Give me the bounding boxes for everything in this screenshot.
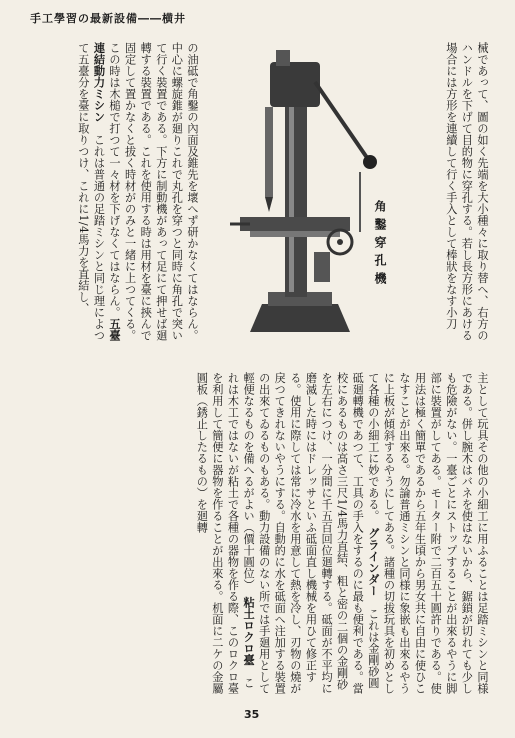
bottom-text <box>30 372 490 697</box>
top-right-text <box>378 42 490 342</box>
sewing-machine-paragraph: これは普通の足踏ミシンと同じ理によつて五臺分を臺に取りつけ、これに1/4馬力を直結し、 <box>76 42 106 341</box>
section-heading-sewing-machine: 五臺連結動力ミシン <box>92 42 122 341</box>
sewing-machine-continued: 主として玩具その他の小細工に用ふることは足踏ミシンと同様である。併し腕木はバネを使はないから、鋸鎖が切れても少しも危險がない。一臺ごとにストップすることが出來るやうに脚部に裝置がしてある。モーター附で二百五十圓許りである。使用法は極く簡單であるから五年生頃から男女共に自由に使ひこなすことが出來る。勿論普通ミシンと同様に象嵌も出來るやうに上板が傾斜するやうにしてある。諸種の切拔玩具を初めとして各種の小細工に妙である。 <box>366 372 489 694</box>
running-header: 手工學習の最新設備――横井 <box>30 12 186 25</box>
page-number: 35 <box>244 708 260 721</box>
top-left-text <box>30 42 200 342</box>
mortiser-illustration <box>210 42 390 342</box>
top-right-paragraph: 械であって、圖の如く先端を大小種々に取り替へ、右方のハンドルを下げて目的物に穿孔する。若し長方形にあける場合には方形を連續して行く手入として棒狀をなす小刀 <box>444 42 489 341</box>
potters-wheel-paragraph: これは木工ではないが粘土で各種の器物を作る際、このロクロ臺を利用して簡便に器物を作ることが出來る。机面に二ケの金屬圓板（銹止したるもの）を廻轉 <box>195 372 256 694</box>
mortiser-paragraph: の油砥で角鑿の內面及錐先を壞へず研かなくてはならん。中心に螺旋錐が廻りこれで丸孔を穿つと同時に角孔で突いて行く裝置である。下方に制動機があって足にて押せば廻轉する裝置である。これを使用する時は用材を臺に挾んで固定して置かなくと拔く時材がのみと一緒に上つてくる。この時は木槌で打つて一々材を下げなくてはならん。 <box>108 42 199 341</box>
grinder-paragraph: これは金剛砂圓砥廻轉機であつて、工具の手入をするのに最も便利である。當校にあるものは高さ三尺1/4馬力直結、粗と密の二個の金剛砂を左右につけ、一分間に千五百回位廻轉する。砥面が不平均に磨滅した時にはドレッサといふ砥面直し機械を用ひて修正する。使用に際しては常に冷水を用意して熱を冷し、刃物の燒が戾つてきれないやうにする。自動的に水を砥面へ注加する裝置の出來てゐるものもある。動力設備のない所では手廻用として輕便なるものを備へるがよい（價十圓位） <box>242 372 380 694</box>
section-heading-potters-wheel: 粘土ロクロ臺 <box>242 596 256 666</box>
section-heading-grinder: グラインダー <box>366 527 380 597</box>
figure-caption: 角鑿穿孔機 <box>373 200 387 290</box>
